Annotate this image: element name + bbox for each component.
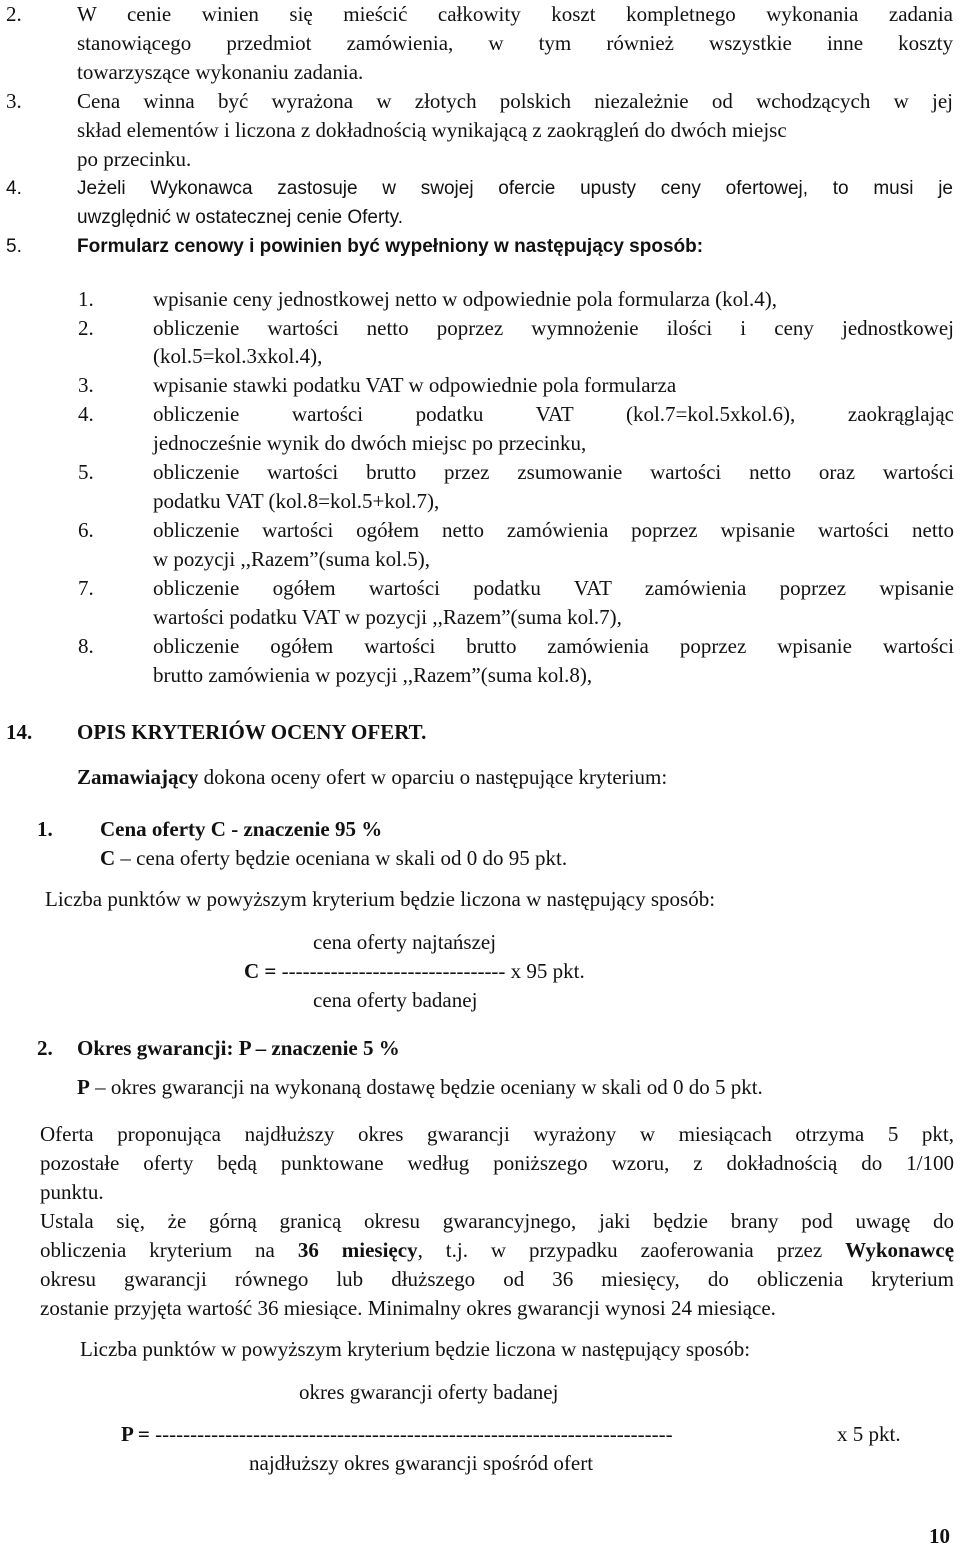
point-text: W cenie winien się mieścić całkowity koszt kompletnego wykonania zadania	[77, 2, 953, 26]
step-number: 2.	[78, 316, 94, 340]
formula-numerator: okres gwarancji oferty badanej	[299, 1380, 559, 1404]
paragraph-line: Ustala się, że górną granicą okresu gwarancyjnego, jaki będzie brany pod uwagę do	[40, 1209, 954, 1233]
paragraph-line: pozostałe oferty będą punktowane według poniższego wzoru, z dokładnością do 1/100	[40, 1151, 954, 1175]
paragraph-bold: 36 miesięcy	[297, 1238, 418, 1262]
point-text: Cena winna być wyrażona w złotych polskich niezależnie od wchodzących w jej	[77, 89, 953, 113]
step-text: w pozycji ,,Razem”(suma kol.5),	[153, 547, 430, 571]
point-number: 3.	[6, 89, 22, 113]
paragraph-line: Oferta proponująca najdłuższy okres gwarancji wyrażony w miesiącach otrzyma 5 pkt,	[40, 1122, 954, 1146]
formula-denominator: najdłuższy okres gwarancji spośród ofert	[249, 1451, 594, 1475]
points-intro: Liczba punktów w powyższym kryterium będzie liczona w następujący sposób:	[80, 1337, 751, 1361]
formula-line	[121, 1424, 673, 1445]
point-text: po przecinku.	[77, 147, 192, 171]
step-text: jednocześnie wynik do dwóch miejsc po przecinku,	[153, 431, 587, 455]
step-text: wartości podatku VAT w pozycji ,,Razem”(suma kol.7),	[153, 605, 622, 629]
formula-lhs: C =	[244, 959, 282, 983]
step-text: wpisanie stawki podatku VAT w odpowiednie pola formularza	[153, 373, 677, 397]
criterion-description	[100, 848, 567, 869]
formula-lhs: P =	[121, 1422, 156, 1446]
point-number: 4.	[6, 178, 22, 199]
step-text: obliczenie ogółem wartości podatku VAT zamówienia poprzez wpisanie	[153, 576, 954, 600]
point-number: 2.	[6, 2, 22, 26]
step-text: obliczenie ogółem wartości brutto zamówienia poprzez wpisanie wartości	[153, 634, 954, 658]
step-number: 4.	[78, 402, 94, 426]
step-number: 7.	[78, 576, 94, 600]
page-number: 10	[929, 1524, 950, 1548]
step-text: (kol.5=kol.3xkol.4),	[153, 344, 323, 368]
criterion-symbol: C	[100, 846, 116, 870]
criterion-symbol: P	[77, 1075, 90, 1099]
step-number: 5.	[78, 460, 94, 484]
formula-multiplier: x 5 pkt.	[837, 1422, 901, 1446]
points-intro: Liczba punktów w powyższym kryterium będzie liczona w następujący sposób:	[45, 887, 716, 911]
criterion-number: 1.	[37, 817, 53, 841]
paragraph-line: zostanie przyjęta wartość 36 miesiące. Minimalny okres gwarancji wynosi 24 miesiące.	[40, 1296, 776, 1320]
criterion-title: Cena oferty C - znaczenie 95 %	[100, 817, 383, 841]
step-number: 3.	[78, 373, 94, 397]
point-text: skład elementów i liczona z dokładnością wynikającą z zaokrągleń do dwóch miejsc	[77, 118, 787, 142]
point-number: 5.	[6, 236, 22, 257]
point-heading: Formularz cenowy i powinien być wypełniony w następujący sposób:	[77, 236, 704, 257]
step-number: 8.	[78, 634, 94, 658]
criterion-description-text: – cena oferty będzie oceniana w skali od 0 do 95 pkt.	[115, 846, 568, 870]
step-text: brutto zamówienia w pozycji ,,Razem”(suma kol.8),	[153, 663, 593, 687]
step-text: obliczenie wartości ogółem netto zamówienia poprzez wpisanie wartości netto	[153, 518, 954, 542]
intro-bold: Zamawiający	[77, 765, 199, 789]
step-text: obliczenie wartości podatku VAT (kol.7=kol.5xkol.6), zaokrąglając	[153, 402, 954, 426]
criteria-intro	[77, 767, 667, 788]
step-text: podatku VAT (kol.8=kol.5+kol.7),	[153, 489, 440, 513]
paragraph-bold: Wykonawcę	[845, 1238, 955, 1262]
step-number: 6.	[78, 518, 94, 542]
point-text: towarzyszące wykonaniu zadania.	[77, 60, 364, 84]
paragraph-line: punktu.	[40, 1180, 104, 1204]
formula-denominator: cena oferty badanej	[313, 988, 478, 1012]
point-text: uwzględnić w ostatecznej cenie Oferty.	[77, 207, 403, 228]
criterion-title: Okres gwarancji: P – znaczenie 5 %	[77, 1036, 400, 1060]
intro-rest: dokona oceny ofert w oparciu o następujące kryterium:	[198, 765, 668, 789]
formula-numerator: cena oferty najtańszej	[313, 930, 497, 954]
point-text: stanowiącego przedmiot zamówienia, w tym również wszystkie inne koszty	[77, 31, 953, 55]
section-title: OPIS KRYTERIÓW OCENY OFERT.	[77, 720, 427, 744]
paragraph-text: , t.j. w przypadku zaoferowania przez	[417, 1238, 846, 1262]
paragraph-line: okresu gwarancji równego lub dłuższego od 36 miesięcy, do obliczenia kryterium	[40, 1267, 954, 1291]
paragraph-text: obliczenia kryterium na	[40, 1238, 298, 1262]
formula-multiplier: x 95 pkt.	[505, 959, 585, 983]
step-number: 1.	[78, 287, 94, 311]
formula-line	[244, 961, 585, 982]
formula-dashes: --------------------------------	[281, 959, 506, 983]
section-number: 14.	[6, 720, 33, 744]
paragraph-line	[40, 1240, 954, 1261]
point-text: Jeżeli Wykonawca zastosuje w swojej ofercie upusty ceny ofertowej, to musi je	[77, 178, 953, 199]
step-text: obliczenie wartości brutto przez zsumowanie wartości netto oraz wartości	[153, 460, 954, 484]
step-text: obliczenie wartości netto poprzez wymnożenie ilości i ceny jednostkowej	[153, 316, 954, 340]
formula-dashes: --------------------------------------------------------------------------	[155, 1422, 673, 1446]
criterion-description	[77, 1077, 763, 1098]
criterion-number: 2.	[37, 1036, 53, 1060]
step-text: wpisanie ceny jednostkowej netto w odpowiednie pola formularza (kol.4),	[153, 287, 777, 311]
criterion-description-text: – okres gwarancji na wykonaną dostawę będzie oceniany w skali od 0 do 5 pkt.	[89, 1075, 763, 1099]
